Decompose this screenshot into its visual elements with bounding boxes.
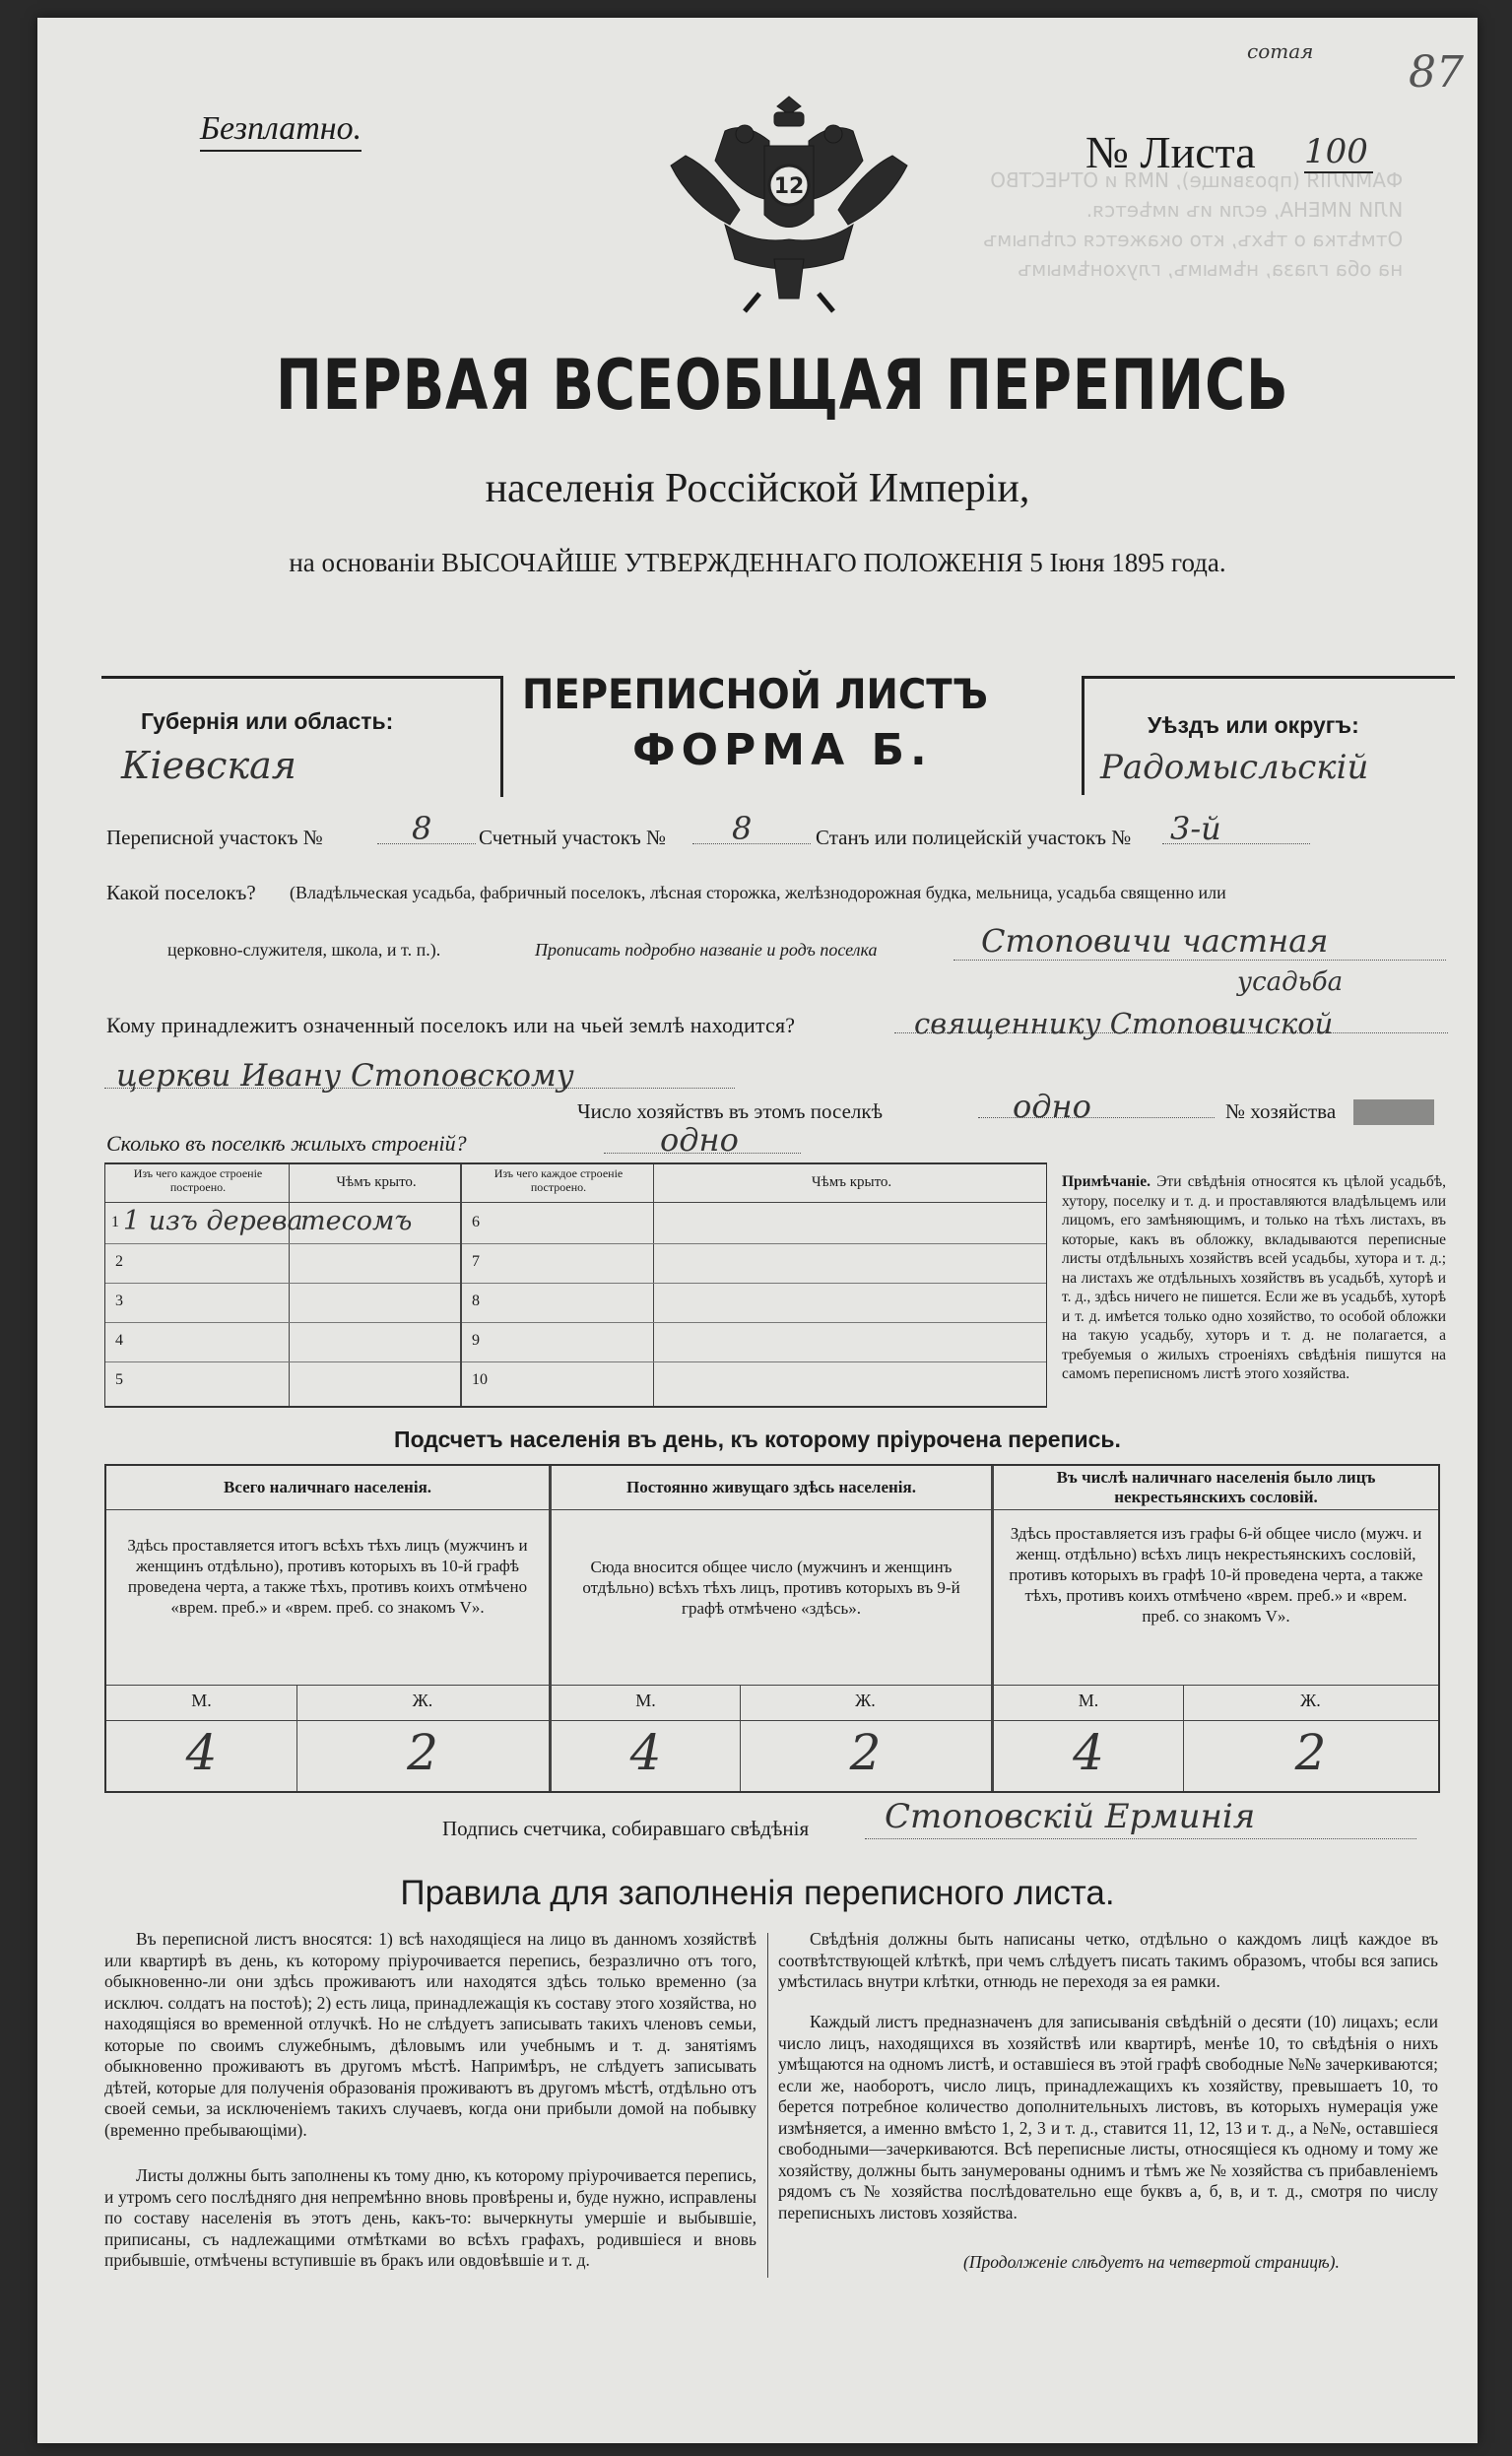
table-row <box>105 1283 460 1323</box>
count-column-non-peasant <box>994 1466 1438 1791</box>
province-label: Губернія или область: <box>141 708 394 734</box>
male-label: М. <box>191 1691 212 1710</box>
count-heading: Подсчетъ населенія въ день, къ которому пріурочена перепись. <box>394 1427 1121 1452</box>
row-number: 1 <box>111 1214 119 1230</box>
row-number: 8 <box>472 1293 480 1309</box>
district-label: Уѣздъ или округъ: <box>1148 712 1359 738</box>
female-count: 2 <box>1294 1724 1327 1781</box>
rules-title: Правила для заполненія переписного листа. <box>400 1874 1115 1912</box>
note-heading: Примѣчаніе. <box>1062 1173 1150 1190</box>
row-number: 10 <box>472 1371 488 1388</box>
signature-label: Подпись счетчика, собиравшаго свѣдѣнія <box>442 1817 810 1840</box>
buildings-table <box>104 1162 1047 1408</box>
count-column-desc: Сюда вносится общее число (мужчинъ и женщинъ отдѣльно) всѣхъ тѣхъ лицъ, противъ которыхъ въ 9-й графѣ отмѣчено «здѣсь». <box>582 1558 960 1618</box>
table-row <box>462 1283 1046 1323</box>
signature-line <box>865 1838 1416 1839</box>
female-label: Ж. <box>412 1691 433 1710</box>
household-no-label: № хозяйства <box>1225 1099 1337 1123</box>
row-number: 3 <box>115 1293 123 1309</box>
police-area-value: 3-й <box>1170 810 1221 847</box>
count-column-title: Всего наличнаго населенія. <box>223 1478 432 1496</box>
male-label: М. <box>635 1691 656 1710</box>
table-row <box>462 1204 1046 1244</box>
table-row <box>462 1322 1046 1362</box>
sheet-title: ПЕРЕПИСНОЙ ЛИСТЪ <box>522 670 988 718</box>
row-number: 4 <box>115 1332 123 1349</box>
table-row <box>105 1361 460 1403</box>
count-column-desc: Здѣсь проставляется итогъ всѣхъ тѣхъ лицъ (мужчинъ и женщинъ отдѣльно), противъ которыхъ въ 10-й графѣ проведена черта, а также тѣхъ, противъ коихъ отмѣчено «врем. преб.» и «врем. преб. со знакомъ V». <box>127 1536 528 1617</box>
form-label: ФОРМА Б. <box>632 725 933 775</box>
male-count: 4 <box>185 1724 218 1781</box>
col-roof-header-left: Чѣмъ крыто. <box>336 1174 417 1190</box>
row-roof: тесомъ <box>300 1206 413 1236</box>
row-number: 9 <box>472 1332 480 1349</box>
male-label: М. <box>1078 1691 1099 1710</box>
bleed-through-text: ФАМИЛІЯ (прозвище), ИМЯ и ОТЧЕСТВО ИЛИ ИМЕНА, если иъ имѣется. Отмѣтка о тѣхъ, кто окажется слѣпымъ на оба глаза, нѣмымъ, глухонѣмымъ <box>983 168 1404 281</box>
rules-right-paragraph-1: Свѣдѣнія должны быть написаны четко, отдѣльно о каждомъ лицѣ каждое въ соотвѣтствующей клѣткѣ, при чемъ слѣдуетъ писать такимъ образомъ, чтобы вся запись умѣстилась внутри клѣтки, отнюдь не переходя за ея рамки. <box>778 1929 1438 1991</box>
census-area-value: 8 <box>412 810 432 847</box>
province-value: Кіевская <box>121 744 296 787</box>
table-row <box>105 1322 460 1362</box>
census-area-label: Переписной участокъ № <box>106 826 323 849</box>
row-number: 2 <box>115 1253 123 1270</box>
rules-continued: (Продолженіе слѣдуетъ на четвертой страницѣ). <box>963 2252 1340 2272</box>
households-value: одно <box>1013 1088 1091 1125</box>
count-column-permanent <box>552 1466 991 1791</box>
male-count: 4 <box>629 1724 662 1781</box>
household-no-redaction <box>1353 1099 1434 1125</box>
row-number: 7 <box>472 1253 480 1270</box>
owner-value-1: священнику Стоповичской <box>914 1007 1334 1040</box>
census-subtitle: населенія Россійской Имперіи, <box>485 466 1030 511</box>
census-basis: на основаніи ВЫСОЧАЙШЕ УТВЕРЖДЕННАГО ПОЛОЖЕНІЯ 5 Іюня 1895 года. <box>289 548 1226 577</box>
rules-right-paragraph-2: Каждый листъ предназначенъ для записыванія свѣдѣній о десяти (10) лицахъ; если число лицъ, находящихся въ хозяйствѣ или квартирѣ, менѣе 10, то свѣдѣнія о нихъ умѣщаются на одномъ листѣ, и оставшіеся въ этой графѣ свободные №№ зачеркиваются; если же, наоборотъ, число лицъ, принадлежащихъ къ хозяйству, превышаетъ 10, то берется потребное количество дополнительныхъ листовъ, въ которыхъ нумерація уже измѣняется, а именно вмѣсто 1, 2, 3 и т. д., ставится 11, 12, 13 и т. д., а №№, оставшіеся свободными—зачеркиваются. Всѣ переписные листы, относящіеся къ одному и тому же хозяйству, должны быть занумерованы однимъ и тѣмъ же № хозяйства съ прибавленіемъ рядомъ съ № хозяйства послѣдовательно еще буквъ а, б, в, и т. д., смотря по числу переписныхъ листовъ хозяйства. <box>778 2012 1438 2223</box>
settlement-hint-3: Прописать подробно названіе и родъ поселка <box>535 940 878 960</box>
female-count: 2 <box>849 1724 882 1781</box>
count-column-title: Въ числѣ наличнаго населенія было лицъ некрестьянскихъ сословій. <box>1056 1468 1376 1506</box>
buildings-label: Сколько въ поселкѣ жилыхъ строеній? <box>106 1131 467 1156</box>
count-area-label: Счетный участокъ № <box>479 826 667 849</box>
female-label: Ж. <box>1300 1691 1321 1710</box>
households-label: Число хозяйствъ въ этомъ поселкѣ <box>577 1099 883 1123</box>
settlement-value-2: усадьба <box>1237 967 1344 997</box>
corner-hand-note: сотая <box>1247 39 1314 63</box>
note <box>1062 1172 1446 1384</box>
female-count: 2 <box>407 1724 438 1781</box>
table-row <box>105 1204 460 1244</box>
settlement-label: Какой поселокъ? <box>106 881 256 904</box>
svg-text:12: 12 <box>773 174 805 199</box>
sheet-number-value: 100 <box>1304 132 1373 173</box>
col-roof-header-right: Чѣмъ крыто. <box>811 1174 892 1190</box>
table-row <box>105 1243 460 1284</box>
census-title: ПЕРВАЯ ВСЕОБЩАЯ ПЕРЕПИСЬ <box>276 345 1289 426</box>
corner-hand-number: 87 <box>1409 47 1464 98</box>
buildings-value: одно <box>660 1121 739 1159</box>
male-count: 4 <box>1073 1724 1104 1781</box>
population-count-table <box>104 1464 1440 1793</box>
count-column-present <box>106 1466 549 1791</box>
count-area-value: 8 <box>732 810 753 847</box>
rules-left-paragraph-2: Листы должны быть заполнены къ тому дню, къ которому пріурочивается перепись, и утромъ сего послѣдняго дня непремѣнно вновь провѣрены и, буде нужно, исправлены по составу населенія въ этотъ день, какъ-то: вычеркнуты умершіе и выбывшіе, приписаны, съ надлежащими отмѣтками во всѣхъ графахъ, родившіеся и вновь прибывшіе, отмѣчены вступившіе въ бракъ или овдовѣвшіе и т. д. <box>104 2165 756 2270</box>
row-material: 1 изъ дерева <box>123 1206 303 1236</box>
census-form-sheet <box>37 18 1478 2443</box>
settlement-hint-1: (Владѣльческая усадьба, фабричный поселокъ, лѣсная сторожка, желѣзнодорожная будка, мельница, усадьба священно или <box>290 883 1226 902</box>
rules-column-divider <box>767 1933 768 2278</box>
note-text: Эти свѣдѣнія относятся къ цѣлой усадьбѣ, хутору, поселку и т. д. и проставляются владѣльцемъ или лицомъ, его замѣняющимъ, и только на тѣхъ листахъ, въ которые, какъ въ обложку, вкладываются переписные листы отдѣльныхъ хозяйствъ всей усадьбы, хутора и т. д.; на листахъ же отдѣльныхъ хозяйствъ въ усадьбѣ, хуторѣ и т. д., здѣсь ничего не пишется. Если же въ усадьбѣ, хуторѣ и т. д. имѣется только одно хозяйство, то особой обложки на такую усадьбу, хуторъ и т. д. не полагается, а требуемыя о жилыхъ строеніяхъ свѣдѣнія пишутся на самомъ переписномъ листѣ этого хозяйства. <box>1062 1173 1446 1382</box>
col-material-header-right: Изъ чего каждое строеніе построено. <box>493 1166 624 1194</box>
district-value: Радомысльскій <box>1100 748 1369 787</box>
police-area-label: Станъ или полицейскій участокъ № <box>816 826 1132 849</box>
row-number: 5 <box>115 1371 123 1388</box>
col-material-header-left: Изъ чего каждое строеніе построено. <box>133 1166 263 1194</box>
row-number: 6 <box>472 1214 480 1230</box>
district-box <box>1082 676 1455 795</box>
table-row <box>462 1243 1046 1284</box>
province-box <box>101 676 503 797</box>
rules-left-paragraph-1: Въ переписной листъ вносятся: 1) всѣ находящіеся на лицо въ данномъ хозяйствѣ или квартирѣ въ день, къ которому пріурочивается перепись, безразлично отъ того, обыкновенно-ли они здѣсь проживаютъ или находятся здѣсь только временно (за исключ. солдатъ на постоѣ); 2) есть лица, принадлежащія къ составу этого хозяйства, но находящіяся во временной отлучкѣ. Но не слѣдуетъ записывать такихъ членовъ семьи, которые по своимъ служебнымъ, дѣловымъ или учебнымъ и т. д. занятіямъ обыкновенно проживаютъ въ другомъ мѣстѣ. Напримѣръ, не слѣдуетъ записывать дѣтей, которые для полученія образованія проживаютъ въ другомъ мѣстѣ, отдѣльно отъ своей семьи, за исключеніемъ такихъ случаевъ, когда они прибыли домой на побывку (временно пребывающіми). <box>104 1929 756 2140</box>
settlement-line <box>953 960 1446 961</box>
count-column-title: Постоянно живущаго здѣсь населенія. <box>626 1478 916 1496</box>
settlement-value-1: Стоповичи частная <box>981 922 1329 960</box>
table-row <box>462 1361 1046 1403</box>
double-headed-eagle-emblem <box>666 87 912 318</box>
sheet-number-label: № Листа <box>1085 127 1256 177</box>
count-column-desc: Здѣсь проставляется изъ графы 6-й общее число (мужч. и женщ. отдѣльно) всѣхъ лицъ некрестьянскихъ сословій, противъ которыхъ въ графѣ 10-й проведена черта, а также тѣхъ, противъ коихъ отмѣчено «врем. преб.» и «врем. преб. со знакомъ V». <box>1009 1524 1423 1626</box>
signature-value: Стоповскій Ерминія <box>885 1797 1256 1836</box>
free-label: Безплатно. <box>200 110 362 152</box>
owner-label: Кому принадлежитъ означенный поселокъ или на чьей землѣ находится? <box>106 1013 796 1037</box>
settlement-hint-2: церковно-служителя, школа, и т. п.). <box>167 940 441 960</box>
female-label: Ж. <box>855 1691 876 1710</box>
owner-value-2: церкви Ивану Стоповскому <box>116 1058 574 1094</box>
